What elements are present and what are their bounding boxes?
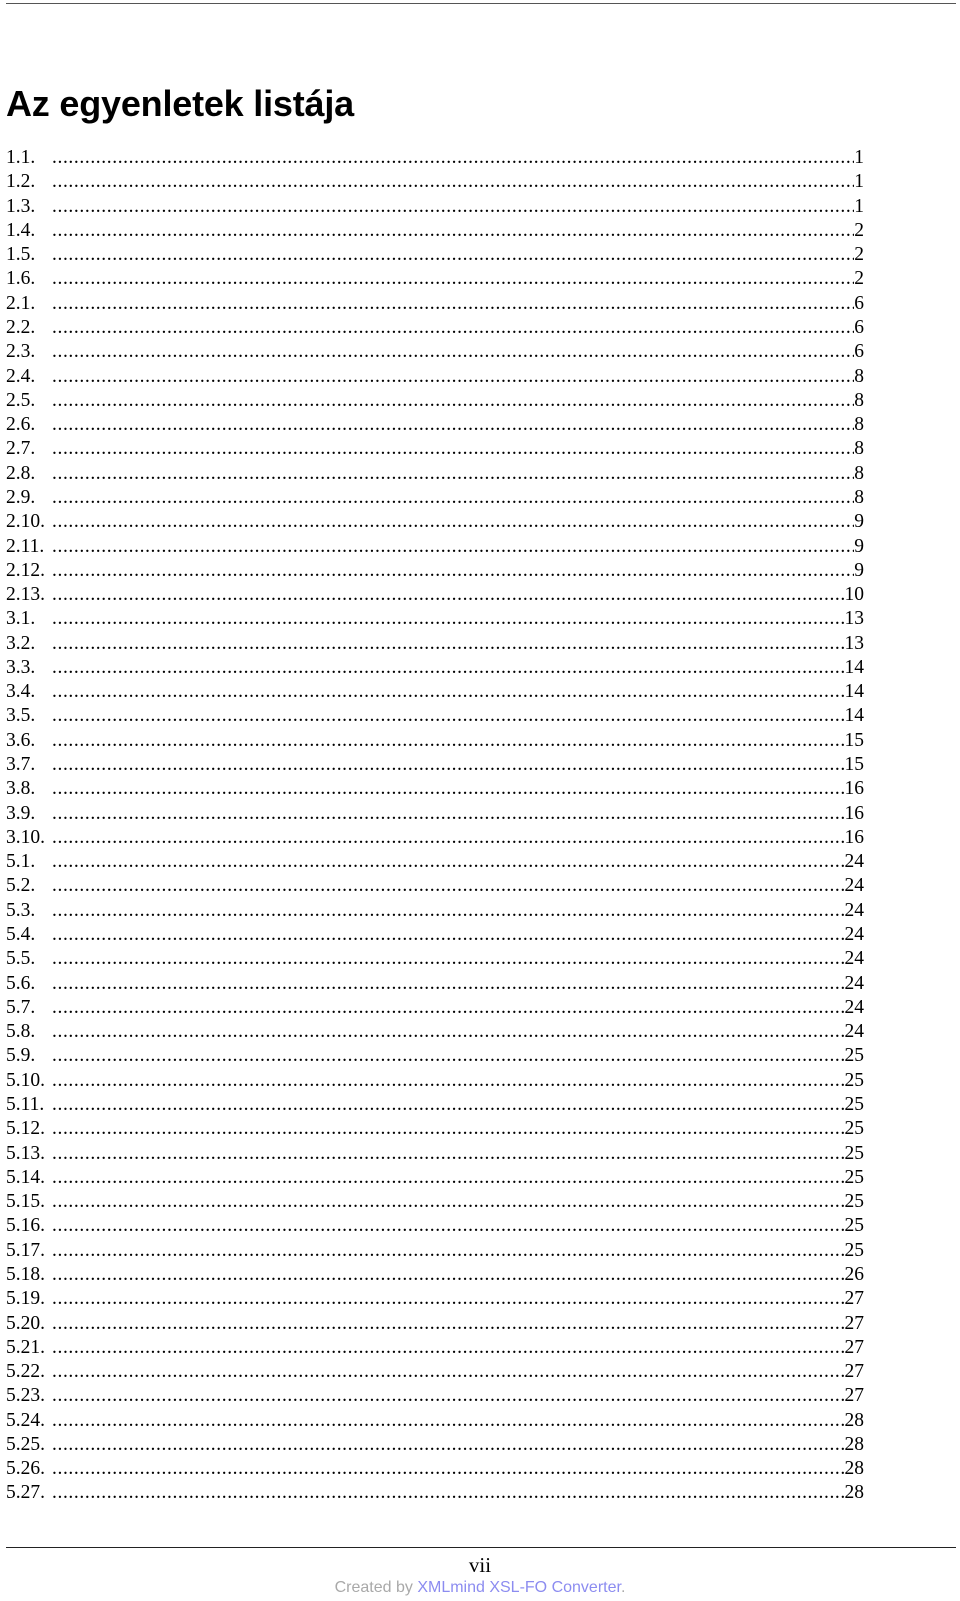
equation-number: 2.13. bbox=[6, 584, 45, 606]
equation-number: 5.2. bbox=[6, 875, 36, 897]
page-reference: 25 bbox=[844, 1191, 864, 1213]
dot-leader bbox=[52, 1044, 845, 1068]
dot-leader bbox=[52, 923, 845, 947]
equation-entry[interactable] bbox=[6, 753, 864, 777]
equation-number: 5.10. bbox=[6, 1069, 45, 1091]
equation-entry[interactable] bbox=[6, 462, 864, 486]
dot-leader bbox=[52, 632, 845, 656]
page-reference: 27 bbox=[844, 1312, 864, 1334]
dot-leader bbox=[52, 680, 845, 704]
page-reference: 14 bbox=[844, 681, 864, 703]
dot-leader bbox=[52, 559, 854, 583]
equation-entry[interactable] bbox=[6, 1020, 864, 1044]
equation-number: 3.3. bbox=[6, 656, 36, 678]
page-reference: 26 bbox=[844, 1263, 864, 1285]
equation-entry[interactable] bbox=[6, 850, 864, 874]
equation-entry[interactable] bbox=[6, 365, 864, 389]
equation-number: 5.7. bbox=[6, 996, 36, 1018]
dot-leader bbox=[52, 1481, 845, 1505]
equation-entry[interactable] bbox=[6, 1312, 864, 1336]
dot-leader bbox=[52, 826, 845, 850]
page-reference: 8 bbox=[854, 365, 864, 387]
equation-entry[interactable] bbox=[6, 680, 864, 704]
page-reference: 24 bbox=[844, 899, 864, 921]
equation-entry[interactable] bbox=[6, 1190, 864, 1214]
equation-entry[interactable] bbox=[6, 1409, 864, 1433]
equation-entry[interactable] bbox=[6, 729, 864, 753]
page-reference: 2 bbox=[854, 244, 864, 266]
footer-credit bbox=[0, 1578, 960, 1598]
equation-entry[interactable] bbox=[6, 972, 864, 996]
equation-entry[interactable] bbox=[6, 389, 864, 413]
equation-entry[interactable] bbox=[6, 1069, 864, 1093]
dot-leader bbox=[52, 1093, 845, 1117]
equation-entry[interactable] bbox=[6, 1166, 864, 1190]
equation-entry[interactable] bbox=[6, 583, 864, 607]
dot-leader bbox=[52, 704, 845, 728]
dot-leader bbox=[52, 316, 854, 340]
equation-number: 5.11. bbox=[6, 1093, 45, 1115]
page-reference: 2 bbox=[854, 219, 864, 241]
page-reference: 16 bbox=[844, 778, 864, 800]
equation-number: 3.4. bbox=[6, 681, 36, 703]
equation-number: 5.5. bbox=[6, 948, 36, 970]
equation-number: 2.5. bbox=[6, 389, 36, 411]
equation-entry[interactable] bbox=[6, 1117, 864, 1141]
equation-number: 1.6. bbox=[6, 268, 36, 290]
dot-leader bbox=[52, 1336, 845, 1360]
page-reference: 16 bbox=[844, 826, 864, 848]
page-reference: 8 bbox=[854, 438, 864, 460]
page-reference: 9 bbox=[854, 535, 864, 557]
equation-number: 5.24. bbox=[6, 1409, 45, 1431]
equation-number: 5.16. bbox=[6, 1215, 45, 1237]
equation-entry[interactable] bbox=[6, 170, 864, 194]
equation-entry[interactable] bbox=[6, 1142, 864, 1166]
equation-number: 2.1. bbox=[6, 292, 36, 314]
equation-number: 5.17. bbox=[6, 1239, 45, 1261]
equation-number: 1.5. bbox=[6, 244, 36, 266]
page-reference: 6 bbox=[854, 341, 864, 363]
equation-number: 2.11. bbox=[6, 535, 45, 557]
dot-leader bbox=[52, 874, 845, 898]
equation-number: 5.8. bbox=[6, 1021, 36, 1043]
dot-leader bbox=[52, 729, 845, 753]
equation-entry[interactable] bbox=[6, 559, 864, 583]
equation-number: 5.15. bbox=[6, 1191, 45, 1213]
equation-entry[interactable] bbox=[6, 1263, 864, 1287]
equation-entry[interactable] bbox=[6, 1239, 864, 1263]
equation-number: 2.10. bbox=[6, 511, 45, 533]
equation-number: 5.19. bbox=[6, 1288, 45, 1310]
equation-number: 3.8. bbox=[6, 778, 36, 800]
page-reference: 25 bbox=[844, 1215, 864, 1237]
equation-number: 2.7. bbox=[6, 438, 36, 460]
page-reference: 27 bbox=[844, 1336, 864, 1358]
equation-entry[interactable] bbox=[6, 899, 864, 923]
equation-entry[interactable] bbox=[6, 1093, 864, 1117]
page-reference: 25 bbox=[844, 1239, 864, 1261]
equation-number: 5.14. bbox=[6, 1166, 45, 1188]
page-reference: 25 bbox=[844, 1142, 864, 1164]
equation-entry[interactable] bbox=[6, 1044, 864, 1068]
page-reference: 27 bbox=[844, 1288, 864, 1310]
equation-entry[interactable] bbox=[6, 996, 864, 1020]
dot-leader bbox=[52, 1287, 845, 1311]
page-reference: 25 bbox=[844, 1118, 864, 1140]
footer-credit-brand: XMLmind XSL-FO Converter bbox=[417, 1579, 621, 1596]
equation-number: 1.2. bbox=[6, 171, 36, 193]
dot-leader bbox=[52, 1263, 845, 1287]
equation-entry[interactable] bbox=[6, 923, 864, 947]
header-rule bbox=[6, 3, 956, 4]
equation-entry[interactable] bbox=[6, 826, 864, 850]
equation-number: 3.1. bbox=[6, 608, 36, 630]
page-reference: 24 bbox=[844, 996, 864, 1018]
equation-entry[interactable] bbox=[6, 1360, 864, 1384]
page-reference: 24 bbox=[844, 972, 864, 994]
page-reference: 24 bbox=[844, 1021, 864, 1043]
page-title: Az egyenletek listája bbox=[6, 83, 354, 124]
equation-entry[interactable] bbox=[6, 267, 864, 291]
footer-credit-suffix: . bbox=[620, 1579, 626, 1596]
equation-number: 3.5. bbox=[6, 705, 36, 727]
equation-entry[interactable] bbox=[6, 632, 864, 656]
equation-number: 2.3. bbox=[6, 341, 36, 363]
equation-entry[interactable] bbox=[6, 292, 864, 316]
page-reference: 25 bbox=[844, 1166, 864, 1188]
equation-number: 2.2. bbox=[6, 316, 36, 338]
page-reference: 13 bbox=[844, 632, 864, 654]
dot-leader bbox=[52, 219, 854, 243]
equation-entry[interactable] bbox=[6, 777, 864, 801]
dot-leader bbox=[52, 583, 845, 607]
dot-leader bbox=[52, 607, 845, 631]
page-reference: 14 bbox=[844, 705, 864, 727]
dot-leader bbox=[52, 389, 854, 413]
page-reference: 24 bbox=[844, 875, 864, 897]
equation-number: 5.21. bbox=[6, 1336, 45, 1358]
equation-entry[interactable] bbox=[6, 340, 864, 364]
dot-leader bbox=[52, 1384, 845, 1408]
dot-leader bbox=[52, 1166, 845, 1190]
equation-number: 3.10. bbox=[6, 826, 45, 848]
dot-leader bbox=[52, 656, 845, 680]
dot-leader bbox=[52, 365, 854, 389]
equation-entry[interactable] bbox=[6, 219, 864, 243]
equation-number: 3.2. bbox=[6, 632, 36, 654]
dot-leader bbox=[52, 462, 854, 486]
page-reference: 6 bbox=[854, 316, 864, 338]
equation-number: 5.12. bbox=[6, 1118, 45, 1140]
dot-leader bbox=[52, 996, 845, 1020]
dot-leader bbox=[52, 753, 845, 777]
equation-entry[interactable] bbox=[6, 874, 864, 898]
equation-entry[interactable] bbox=[6, 1287, 864, 1311]
equation-number: 5.26. bbox=[6, 1458, 45, 1480]
equation-number: 5.6. bbox=[6, 972, 36, 994]
dot-leader bbox=[52, 195, 854, 219]
dot-leader bbox=[52, 947, 845, 971]
page-reference: 14 bbox=[844, 656, 864, 678]
dot-leader bbox=[52, 1142, 845, 1166]
dot-leader bbox=[52, 777, 845, 801]
equation-number: 2.8. bbox=[6, 462, 36, 484]
equation-entry[interactable] bbox=[6, 1384, 864, 1408]
dot-leader bbox=[52, 535, 854, 559]
equation-entry[interactable] bbox=[6, 802, 864, 826]
equation-entry[interactable] bbox=[6, 1433, 864, 1457]
dot-leader bbox=[52, 1239, 845, 1263]
footer-credit-prefix: Created by bbox=[334, 1579, 418, 1596]
equation-entry[interactable] bbox=[6, 607, 864, 631]
dot-leader bbox=[52, 1312, 845, 1336]
dot-leader bbox=[52, 1433, 845, 1457]
page-reference: 13 bbox=[844, 608, 864, 630]
equation-number: 3.9. bbox=[6, 802, 36, 824]
equation-entry[interactable] bbox=[6, 316, 864, 340]
equation-entry[interactable] bbox=[6, 510, 864, 534]
dot-leader bbox=[52, 972, 845, 996]
page-reference: 8 bbox=[854, 462, 864, 484]
equation-entry[interactable] bbox=[6, 437, 864, 461]
page-reference: 1 bbox=[854, 147, 864, 168]
dot-leader bbox=[52, 267, 854, 291]
page-reference: 10 bbox=[844, 584, 864, 606]
dot-leader bbox=[52, 292, 854, 316]
dot-leader bbox=[52, 1409, 845, 1433]
dot-leader bbox=[52, 1190, 845, 1214]
equation-number: 3.7. bbox=[6, 754, 36, 776]
page-reference: 9 bbox=[854, 511, 864, 533]
page-reference: 24 bbox=[844, 948, 864, 970]
equation-entry[interactable] bbox=[6, 413, 864, 437]
equation-entry[interactable] bbox=[6, 1481, 864, 1505]
equation-number: 5.25. bbox=[6, 1433, 45, 1455]
equation-number: 5.27. bbox=[6, 1482, 45, 1504]
dot-leader bbox=[52, 1457, 845, 1481]
equation-entry[interactable] bbox=[6, 195, 864, 219]
equation-entry[interactable] bbox=[6, 535, 864, 559]
equation-number: 1.1. bbox=[6, 147, 36, 168]
page-reference: 27 bbox=[844, 1385, 864, 1407]
page-reference: 24 bbox=[844, 851, 864, 873]
equation-list bbox=[6, 146, 864, 1506]
page-reference: 2 bbox=[854, 268, 864, 290]
equation-number: 2.12. bbox=[6, 559, 45, 581]
dot-leader bbox=[52, 1069, 845, 1093]
page-reference: 15 bbox=[844, 729, 864, 751]
page-reference: 8 bbox=[854, 486, 864, 508]
page-reference: 15 bbox=[844, 754, 864, 776]
equation-number: 2.4. bbox=[6, 365, 36, 387]
equation-number: 1.4. bbox=[6, 219, 36, 241]
page-reference: 9 bbox=[854, 559, 864, 581]
page-reference: 27 bbox=[844, 1361, 864, 1383]
page-reference: 1 bbox=[854, 171, 864, 193]
dot-leader bbox=[52, 510, 854, 534]
page-reference: 1 bbox=[854, 195, 864, 217]
equation-entry[interactable] bbox=[6, 1214, 864, 1238]
page-reference: 16 bbox=[844, 802, 864, 824]
dot-leader bbox=[52, 802, 845, 826]
dot-leader bbox=[52, 243, 854, 267]
page-reference: 28 bbox=[844, 1409, 864, 1431]
dot-leader bbox=[52, 486, 854, 510]
dot-leader bbox=[52, 1117, 845, 1141]
dot-leader bbox=[52, 413, 854, 437]
equation-number: 5.9. bbox=[6, 1045, 36, 1067]
dot-leader bbox=[52, 170, 854, 194]
equation-number: 1.3. bbox=[6, 195, 36, 217]
page-reference: 25 bbox=[844, 1093, 864, 1115]
equation-number: 5.20. bbox=[6, 1312, 45, 1334]
equation-number: 5.3. bbox=[6, 899, 36, 921]
equation-number: 3.6. bbox=[6, 729, 36, 751]
dot-leader bbox=[52, 1020, 845, 1044]
page-reference: 28 bbox=[844, 1433, 864, 1455]
page-reference: 28 bbox=[844, 1482, 864, 1504]
dot-leader bbox=[52, 850, 845, 874]
equation-number: 2.6. bbox=[6, 414, 36, 436]
page-reference: 24 bbox=[844, 924, 864, 945]
equation-number: 2.9. bbox=[6, 486, 36, 508]
equation-number: 5.22. bbox=[6, 1361, 45, 1383]
equation-entry[interactable] bbox=[6, 947, 864, 971]
dot-leader bbox=[52, 146, 854, 170]
page-reference: 28 bbox=[844, 1458, 864, 1480]
equation-number: 5.13. bbox=[6, 1142, 45, 1164]
equation-entry[interactable] bbox=[6, 1336, 864, 1360]
page-reference: 25 bbox=[844, 1069, 864, 1091]
equation-entry[interactable] bbox=[6, 486, 864, 510]
dot-leader bbox=[52, 899, 845, 923]
equation-entry[interactable] bbox=[6, 704, 864, 728]
footer-rule bbox=[6, 1547, 956, 1548]
equation-number: 5.23. bbox=[6, 1385, 45, 1407]
page-reference: 25 bbox=[844, 1045, 864, 1067]
equation-number: 5.4. bbox=[6, 924, 36, 945]
equation-entry[interactable] bbox=[6, 1457, 864, 1481]
equation-number: 5.18. bbox=[6, 1263, 45, 1285]
page-number: vii bbox=[468, 1553, 492, 1577]
dot-leader bbox=[52, 437, 854, 461]
dot-leader bbox=[52, 1360, 845, 1384]
dot-leader bbox=[52, 1214, 845, 1238]
equation-number: 5.1. bbox=[6, 851, 36, 873]
page-reference: 6 bbox=[854, 292, 864, 314]
page-reference: 8 bbox=[854, 414, 864, 436]
equation-entry[interactable] bbox=[6, 243, 864, 267]
dot-leader bbox=[52, 340, 854, 364]
page-reference: 8 bbox=[854, 389, 864, 411]
equation-entry[interactable] bbox=[6, 146, 864, 170]
equation-entry[interactable] bbox=[6, 656, 864, 680]
